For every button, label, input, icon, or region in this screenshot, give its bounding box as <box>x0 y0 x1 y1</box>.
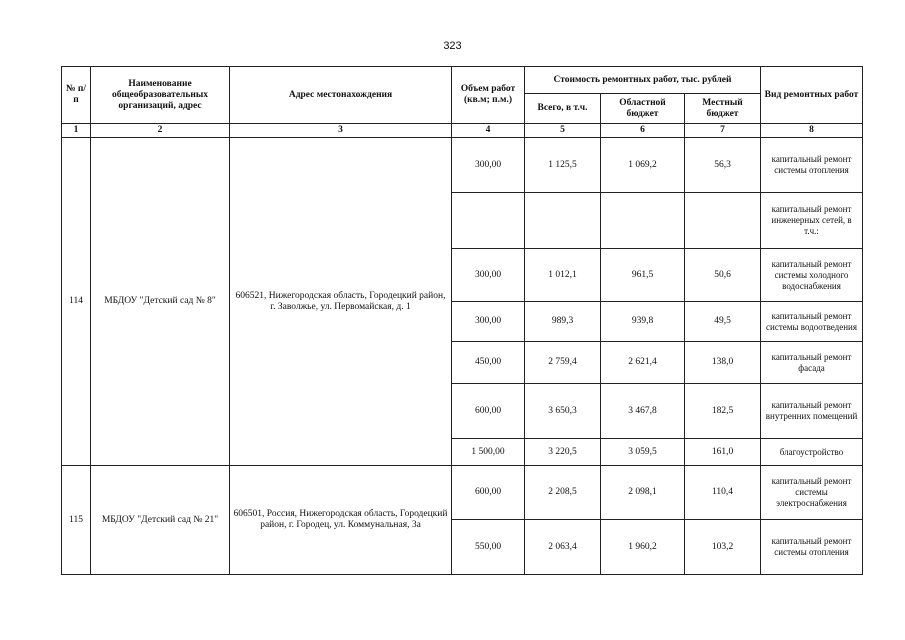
work-volume: 300,00 <box>452 302 525 342</box>
page-number: 323 <box>443 40 462 52</box>
work-volume: 1 500,00 <box>452 439 525 466</box>
cost-regional: 961,5 <box>601 249 685 302</box>
work-kind: капитальный ремонт внутренних помещений <box>761 384 863 439</box>
work-kind: капитальный ремонт системы холодного водоснабжения <box>761 249 863 302</box>
column-number: 2 <box>91 124 230 138</box>
header-number: № п/п <box>62 67 91 124</box>
work-kind: благоустройство <box>761 439 863 466</box>
column-number: 7 <box>685 124 761 138</box>
cost-total: 3 220,5 <box>525 439 601 466</box>
repair-works-table <box>61 66 863 575</box>
work-kind: капитальный ремонт инженерных сетей, в т.ч.: <box>761 193 863 249</box>
organization-name: МБДОУ "Детский сад № 21" <box>91 466 230 575</box>
work-kind: капитальный ремонт системы отопления <box>761 138 863 193</box>
column-number: 6 <box>601 124 685 138</box>
work-volume: 600,00 <box>452 384 525 439</box>
work-volume <box>452 193 525 249</box>
cost-local: 138,0 <box>685 342 761 384</box>
cost-regional: 939,8 <box>601 302 685 342</box>
cost-regional <box>601 193 685 249</box>
cost-local: 110,4 <box>685 466 761 520</box>
work-kind: капитальный ремонт системы отопления <box>761 520 863 575</box>
cost-local <box>685 193 761 249</box>
cost-total: 989,3 <box>525 302 601 342</box>
header-regional: Областной бюджет <box>601 94 685 124</box>
work-volume: 300,00 <box>452 138 525 193</box>
organization-address: 606521, Нижегородская область, Городецкий район, г. Заволжье, ул. Первомайская, д. 1 <box>230 138 452 466</box>
work-volume: 550,00 <box>452 520 525 575</box>
cost-total: 1 125,5 <box>525 138 601 193</box>
cost-regional: 2 621,4 <box>601 342 685 384</box>
work-volume: 600,00 <box>452 466 525 520</box>
header-work-kind: Вид ремонтных работ <box>761 67 863 124</box>
row-number: 115 <box>62 466 91 575</box>
header-volume: Объем работ (кв.м; п.м.) <box>452 67 525 124</box>
table-row <box>62 138 863 193</box>
cost-regional: 1 069,2 <box>601 138 685 193</box>
row-number: 114 <box>62 138 91 466</box>
cost-total: 3 650,3 <box>525 384 601 439</box>
table-row <box>62 466 863 520</box>
cost-local: 161,0 <box>685 439 761 466</box>
header-organization: Наименование общеобразовательных организаций, адрес <box>91 67 230 124</box>
cost-total: 2 063,4 <box>525 520 601 575</box>
cost-regional: 3 059,5 <box>601 439 685 466</box>
organization-name: МБДОУ "Детский сад № 8" <box>91 138 230 466</box>
column-number: 4 <box>452 124 525 138</box>
cost-regional: 3 467,8 <box>601 384 685 439</box>
column-number: 1 <box>62 124 91 138</box>
cost-local: 103,2 <box>685 520 761 575</box>
column-number: 8 <box>761 124 863 138</box>
cost-regional: 1 960,2 <box>601 520 685 575</box>
cost-local: 49,5 <box>685 302 761 342</box>
column-number: 3 <box>230 124 452 138</box>
cost-total <box>525 193 601 249</box>
work-kind: капитальный ремонт системы электроснабжения <box>761 466 863 520</box>
work-kind: капитальный ремонт фасада <box>761 342 863 384</box>
cost-regional: 2 098,1 <box>601 466 685 520</box>
cost-total: 2 208,5 <box>525 466 601 520</box>
column-number-row <box>62 124 863 138</box>
header-total: Всего, в т.ч. <box>525 94 601 124</box>
header-address: Адрес местонахождения <box>230 67 452 124</box>
work-volume: 300,00 <box>452 249 525 302</box>
column-number: 5 <box>525 124 601 138</box>
cost-total: 2 759,4 <box>525 342 601 384</box>
organization-address: 606501, Россия, Нижегородская область, Городецкий район, г. Городец, ул. Коммунальная, 3а <box>230 466 452 575</box>
header-local: Местный бюджет <box>685 94 761 124</box>
cost-total: 1 012,1 <box>525 249 601 302</box>
cost-local: 50,6 <box>685 249 761 302</box>
header-cost-group: Стоимость ремонтных работ, тыс. рублей <box>525 67 761 94</box>
cost-local: 56,3 <box>685 138 761 193</box>
work-volume: 450,00 <box>452 342 525 384</box>
cost-local: 182,5 <box>685 384 761 439</box>
work-kind: капитальный ремонт системы водоотведения <box>761 302 863 342</box>
